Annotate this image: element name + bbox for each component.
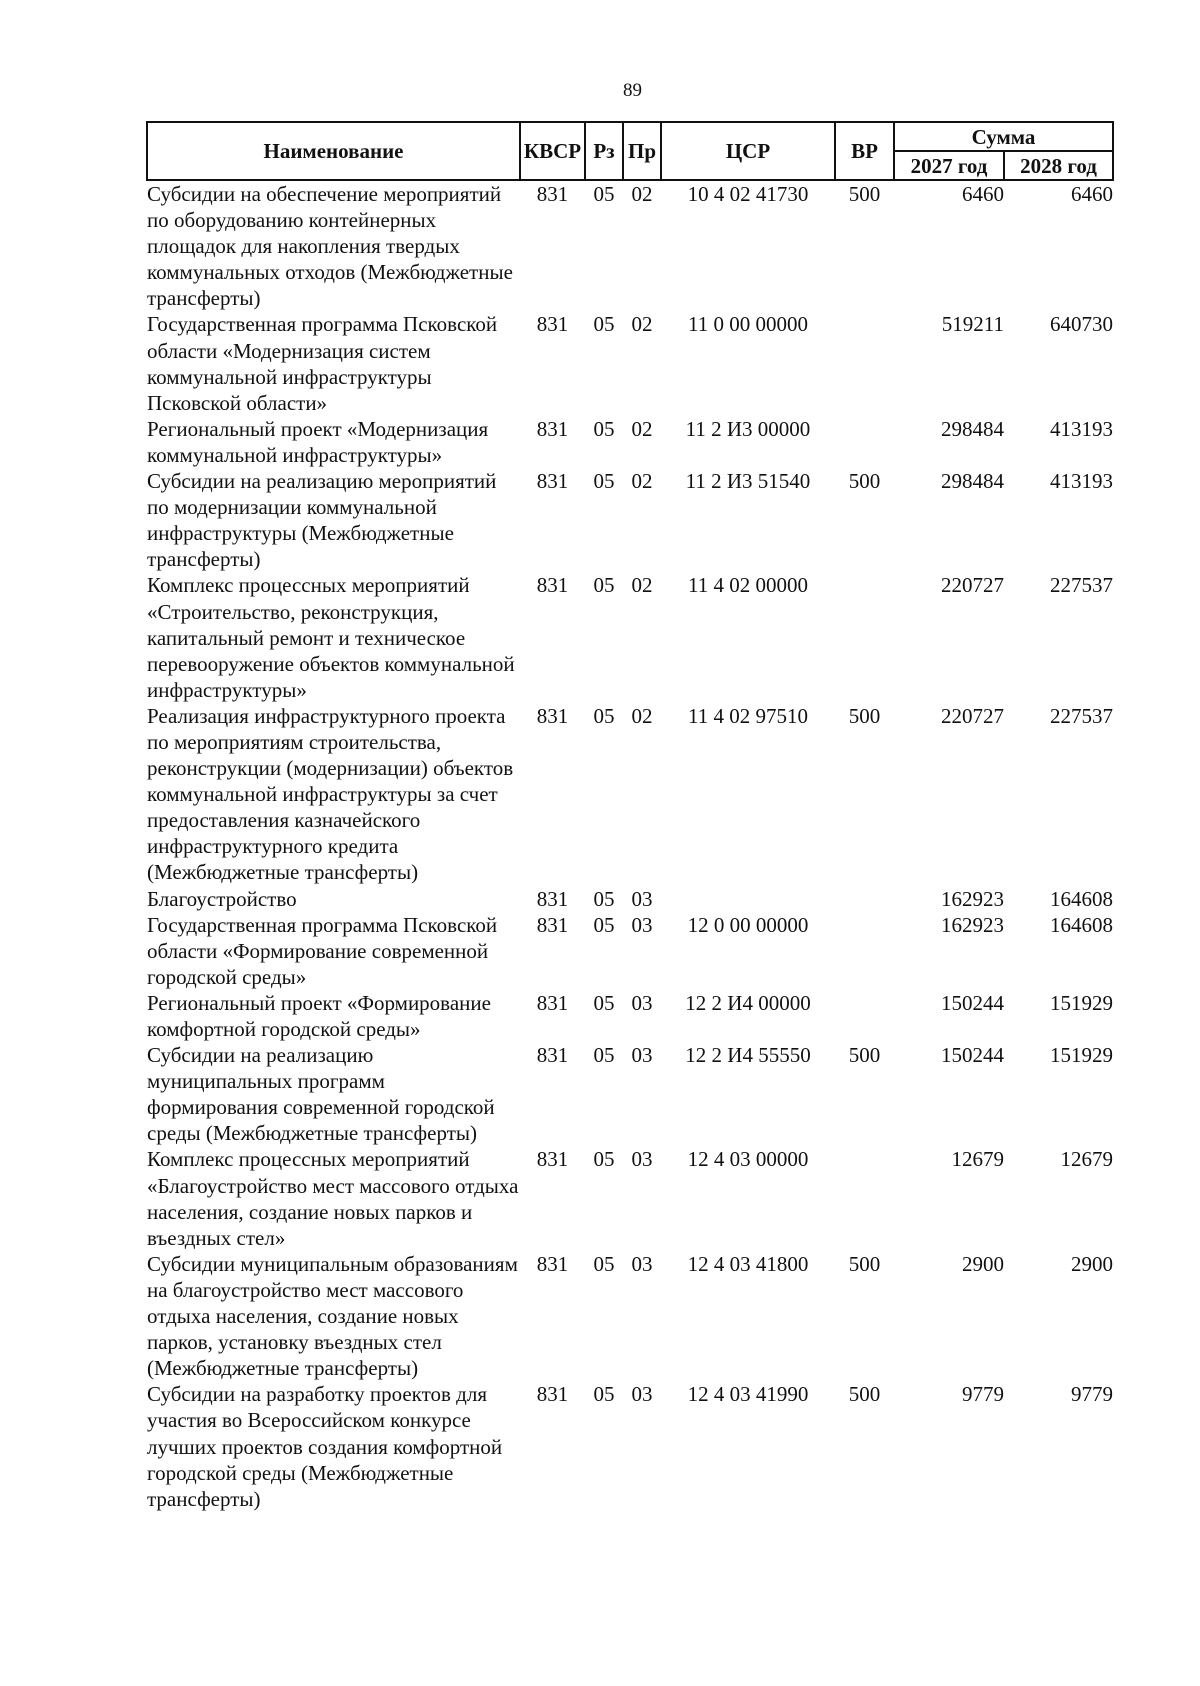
row-kvsr: 831 [536,469,569,494]
row-sum-2027: 298484 [941,416,1004,441]
row-kvsr: 831 [536,1251,569,1276]
row-pr: 03 [631,912,653,937]
row-csr: 12 2 И4 00000 [685,990,811,1015]
row-pr: 02 [631,469,653,494]
row-sum-2027: 6460 [962,182,1004,206]
row-csr: 12 2 И4 55550 [685,1043,811,1068]
row-sum-2027: 220727 [941,573,1004,598]
row-pr: 03 [631,990,653,1015]
row-rz: 05 [593,886,615,911]
row-vr: 500 [848,1382,881,1407]
row-rz: 05 [593,1043,615,1068]
header-year-2028: 2028 год [1004,151,1113,180]
row-sum-2027: 2900 [962,1251,1004,1276]
row-rz: 05 [593,312,615,337]
row-csr [661,886,835,912]
row-sum-2027: 9779 [962,1382,1004,1407]
row-name: Комплекс процессных мероприятий «Благоустройство мест массового отдыха населения, создание новых парков и въездных стел» [147,1147,519,1250]
row-rz: 05 [593,182,615,206]
budget-table [146,121,1114,1512]
row-csr: 12 0 00 00000 [687,912,809,937]
row-name: Государственная программа Псковской области «Модернизация систем коммунальной инфраструктуры Псковской области» [147,312,498,415]
row-sum-2028: 164608 [1050,886,1113,911]
row-pr: 03 [631,1251,653,1276]
row-rz: 05 [593,912,615,937]
row-name: Благоустройство [147,886,297,911]
row-sum-2028: 413193 [1050,469,1113,494]
header-pr: Пр [623,122,661,180]
row-name: Субсидии на реализацию муниципальных программ формирования современной городской среды (Межбюджетные трансферты) [147,1043,495,1146]
row-sum-2027: 150244 [941,1043,1004,1068]
table-row [147,468,1113,572]
row-kvsr: 831 [536,886,569,911]
row-sum-2027: 162923 [941,912,1004,937]
row-name: Субсидии муниципальным образованиям на благоустройство мест массового отдыха населения, создание новых парков, установку въездных стел (Межбюджетные трансферты) [147,1251,518,1381]
header-vr: ВР [835,122,894,180]
row-rz: 05 [593,1251,615,1276]
row-sum-2028: 640730 [1050,312,1113,337]
page-number: 89 [623,80,642,101]
row-kvsr: 831 [536,1382,569,1407]
header-kvsr: КВСР [520,122,585,180]
table-header [147,122,1113,180]
row-name: Государственная программа Псковской области «Формирование современной городской среды» [147,912,498,989]
table-row [147,180,1113,311]
table-row [147,703,1113,886]
row-kvsr: 831 [536,416,569,441]
row-rz: 05 [593,1382,615,1407]
row-pr: 02 [631,573,653,598]
row-rz: 05 [593,573,615,598]
row-name: Реализация инфраструктурного проекта по мероприятиям строительства, реконструкции (модернизации) объектов коммунальной инфраструктуры за счет предоставления казначейского инфраструктурного кредита (Межбюджетные трансферты) [147,703,514,885]
row-vr: 500 [848,1043,881,1068]
row-sum-2028: 413193 [1050,416,1113,441]
row-sum-2027: 220727 [941,703,1004,728]
row-name: Региональный проект «Формирование комфортной городской среды» [147,990,491,1041]
row-csr: 12 4 03 00000 [687,1147,809,1172]
row-csr: 12 4 03 41990 [687,1382,809,1407]
row-vr: 500 [848,703,881,728]
row-sum-2028: 6460 [1071,182,1113,206]
row-csr: 11 4 02 00000 [688,573,808,598]
row-kvsr: 831 [536,182,569,206]
row-sum-2027: 12679 [951,1147,1004,1172]
row-pr: 02 [631,416,653,441]
row-vr: 500 [848,182,881,206]
row-rz: 05 [593,703,615,728]
header-sum: Сумма [894,122,1113,151]
table-body [147,180,1113,1512]
row-sum-2028: 227537 [1050,573,1113,598]
row-csr: 12 4 03 41800 [687,1251,809,1276]
row-pr: 03 [631,1147,653,1172]
table-row [147,1381,1113,1511]
table-row [147,1146,1113,1250]
row-sum-2028: 2900 [1071,1251,1113,1276]
table-row [147,311,1113,415]
row-sum-2027: 519211 [941,312,1004,337]
header-name: Наименование [147,122,520,180]
row-name: Субсидии на обеспечение мероприятий по оборудованию контейнерных площадок для накопления твердых коммунальных отходов (Межбюджетные трансферты) [147,182,513,311]
row-sum-2028: 12679 [1060,1147,1113,1172]
row-csr: 10 4 02 41730 [687,182,809,206]
row-pr: 02 [631,312,653,337]
table-row [147,990,1113,1042]
row-csr: 11 2 И3 00000 [685,416,811,441]
row-vr [835,311,894,415]
row-rz: 05 [593,990,615,1015]
row-pr: 03 [631,1043,653,1068]
row-sum-2028: 151929 [1050,990,1113,1015]
row-vr [835,912,894,990]
row-sum-2028: 164608 [1050,912,1113,937]
table-row [147,1042,1113,1146]
row-csr: 11 2 И3 51540 [685,469,811,494]
row-name: Комплекс процессных мероприятий «Строительство, реконструкция, капитальный ремонт и техническое перевооружение объектов коммунальной инфраструктуры» [147,573,515,702]
row-sum-2028: 227537 [1050,703,1113,728]
row-sum-2028: 151929 [1050,1043,1113,1068]
header-csr: ЦСР [661,122,835,180]
row-kvsr: 831 [536,312,569,337]
row-vr [835,416,894,468]
row-name: Региональный проект «Модернизация коммунальной инфраструктуры» [147,416,489,467]
table-row [147,912,1113,990]
row-name: Субсидии на реализацию мероприятий по модернизации коммунальной инфраструктуры (Межбюджетные трансферты) [147,469,497,572]
row-kvsr: 831 [536,573,569,598]
row-vr [835,1146,894,1250]
row-sum-2027: 150244 [941,990,1004,1015]
row-sum-2028: 9779 [1071,1382,1113,1407]
row-kvsr: 831 [536,990,569,1015]
row-kvsr: 831 [536,912,569,937]
row-pr: 03 [631,886,653,911]
header-rz: Рз [585,122,623,180]
row-rz: 05 [593,1147,615,1172]
row-csr: 11 0 00 00000 [688,312,808,337]
table-row [147,1251,1113,1381]
row-vr [835,990,894,1042]
row-vr [835,886,894,912]
table-row [147,416,1113,468]
row-pr: 02 [631,182,653,206]
row-sum-2027: 162923 [941,886,1004,911]
header-year-2027: 2027 год [894,151,1004,180]
budget-table-container [146,121,1112,1512]
row-rz: 05 [593,416,615,441]
row-kvsr: 831 [536,1147,569,1172]
row-name: Субсидии на разработку проектов для участия во Всероссийском конкурсе лучших проектов создания комфортной городской среды (Межбюджетные трансферты) [147,1382,503,1511]
row-vr: 500 [848,1251,881,1276]
table-row [147,572,1113,702]
row-vr [835,572,894,702]
row-csr: 11 4 02 97510 [688,703,808,728]
row-pr: 03 [631,1382,653,1407]
table-row [147,886,1113,912]
row-vr: 500 [848,469,881,494]
row-pr: 02 [631,703,653,728]
row-kvsr: 831 [536,1043,569,1068]
row-rz: 05 [593,469,615,494]
row-sum-2027: 298484 [941,469,1004,494]
row-kvsr: 831 [536,703,569,728]
